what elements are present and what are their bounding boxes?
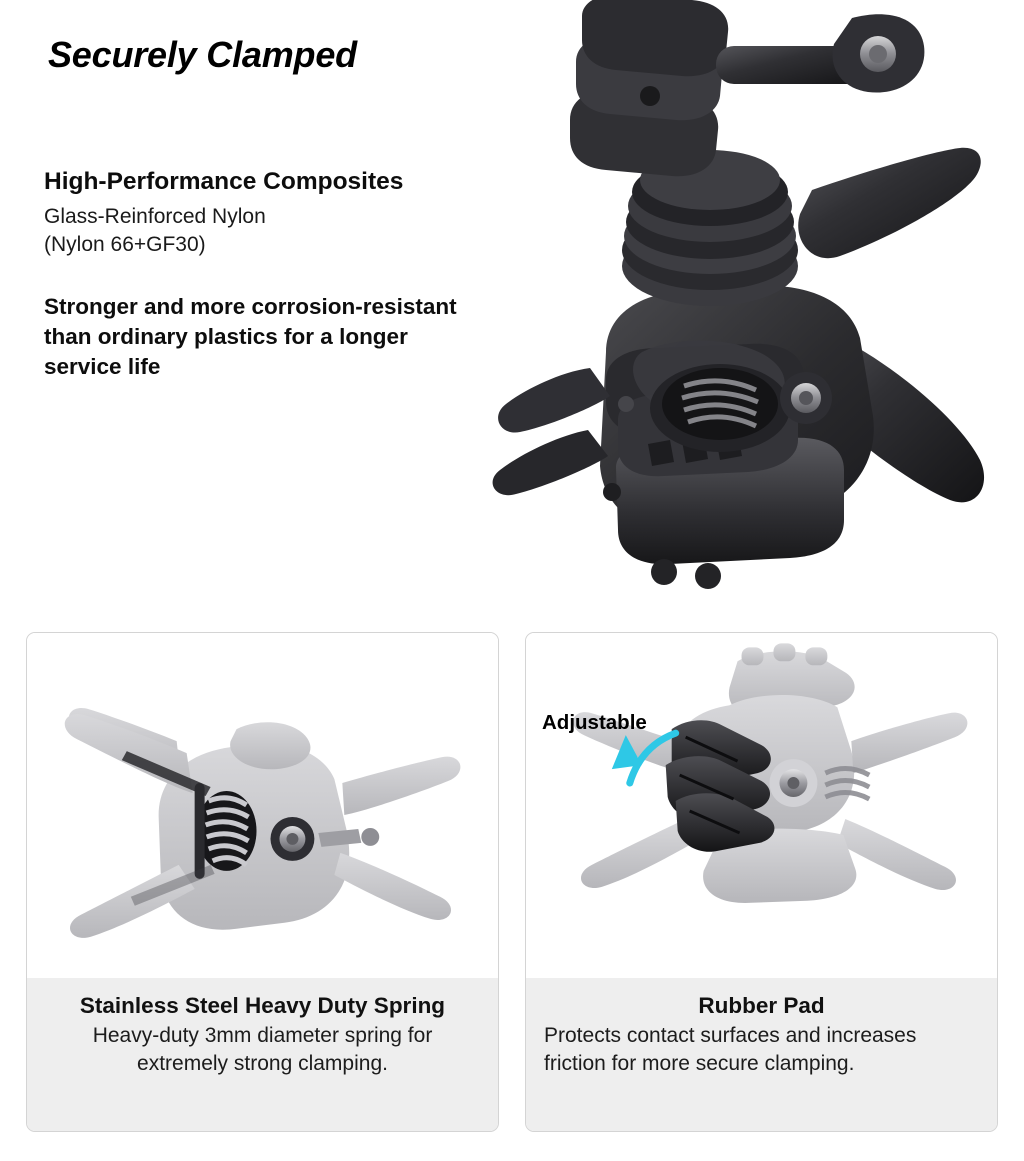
card-rubber-pad-title: Rubber Pad bbox=[698, 993, 825, 1018]
adjustable-callout: Adjustable bbox=[542, 711, 647, 734]
card-rubber-pad-text bbox=[526, 978, 997, 1131]
card-rubber-pad-body: Protects contact surfaces and increases friction for more secure clamping. bbox=[544, 1024, 917, 1075]
card-spring-body: Heavy-duty 3mm diameter spring for extremely strong clamping. bbox=[92, 1024, 433, 1075]
card-spring-text bbox=[27, 978, 498, 1131]
card-spring-title: Stainless Steel Heavy Duty Spring bbox=[79, 993, 446, 1018]
composites-heading: High-Performance Composites bbox=[44, 168, 404, 195]
page-title: Securely Clamped bbox=[48, 34, 357, 75]
card-spring-illustration bbox=[27, 633, 498, 978]
card-rubber-pad-illustration bbox=[526, 633, 997, 978]
card-spring bbox=[26, 632, 499, 1132]
benefit-text: Stronger and more corrosion-resistant than ordinary plastics for a longer service life bbox=[44, 294, 457, 380]
card-rubber-pad bbox=[525, 632, 998, 1132]
composites-line-2: (Nylon 66+GF30) bbox=[44, 232, 206, 256]
feature-copy bbox=[44, 168, 474, 382]
product-illustration bbox=[420, 0, 1024, 615]
composites-line-1: Glass-Reinforced Nylon bbox=[44, 204, 266, 228]
feature-cards bbox=[0, 632, 1024, 1132]
